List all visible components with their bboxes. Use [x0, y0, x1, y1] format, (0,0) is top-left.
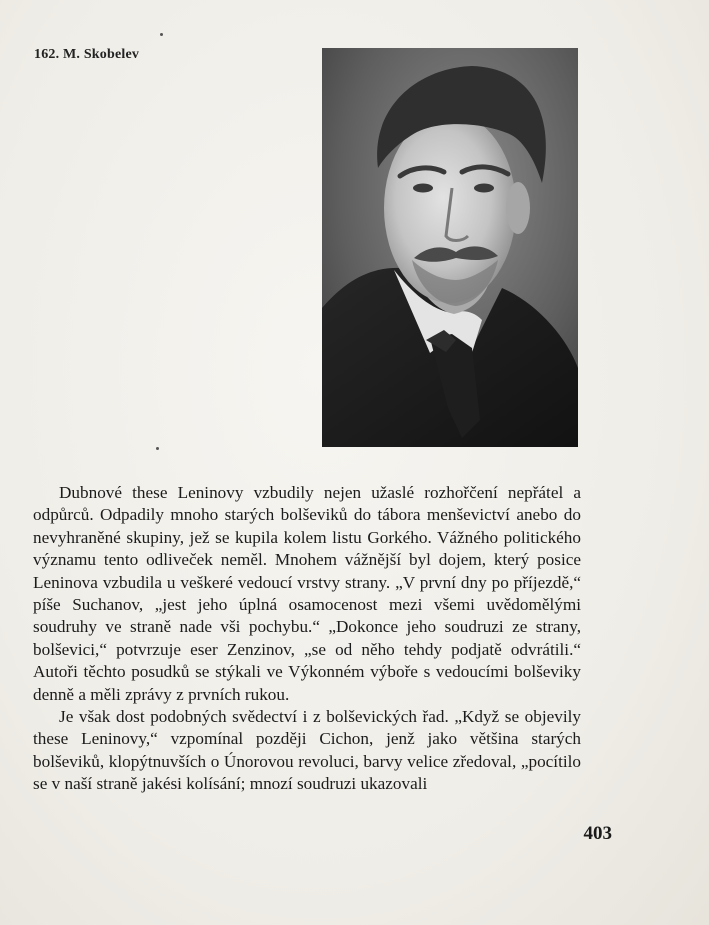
- ear-shape: [506, 182, 530, 234]
- paper-speck: [156, 447, 159, 450]
- body-text: [33, 482, 581, 796]
- paragraph-2: Je však dost podobných svědectví i z bolševických řad. „Když se objevily these Leninovy,“ vzpomínal později Cichon, jenž jako většina starých bolševiků, klopýtnuvších o Únorovou revoluci, barvy velice zředoval, „pocítilo se v naší straně jakési kolísání; mnozí soudruzi ukazovali: [33, 707, 581, 794]
- figure-caption: 162. M. Skobelev: [34, 47, 140, 62]
- page-number: 403: [583, 823, 612, 844]
- paragraph-1: Dubnové these Leninovy vzbudily nejen užaslé rozhořčení nepřátel a odpůrců. Odpadily mnoho starých bolševiků do tábora menševictví anebo do nevyhraněné skupiny, jež se kupila kolem listu Gorkého. Vážného politického významu tento odliveček neměl. Mnohem vážnější byl dojem, který posice Leninova vzbudila u veškeré vedoucí vrstvy strany. „V první dny po příjezdě,“ píše Suchanov, „jest jeho úplná osamocenost mezi všemi uvědomělými soudruhy ve straně nade vši pochybu.“ „Dokonce jeho soudruzi ze strany, bolševici,“ potvrzuje eser Zenzinov, „se od něho tehdy podjatě odvrátili.“ Autoři těchto posudků se stýkali ve Výkonném výboře s vedoucími bolševiky denně a měli zprávy z prvních rukou.: [33, 483, 581, 704]
- portrait-illustration: [322, 48, 578, 447]
- paper-speck: [160, 33, 163, 36]
- portrait-photo: [322, 48, 578, 447]
- left-eye: [413, 184, 433, 193]
- right-eye: [474, 184, 494, 193]
